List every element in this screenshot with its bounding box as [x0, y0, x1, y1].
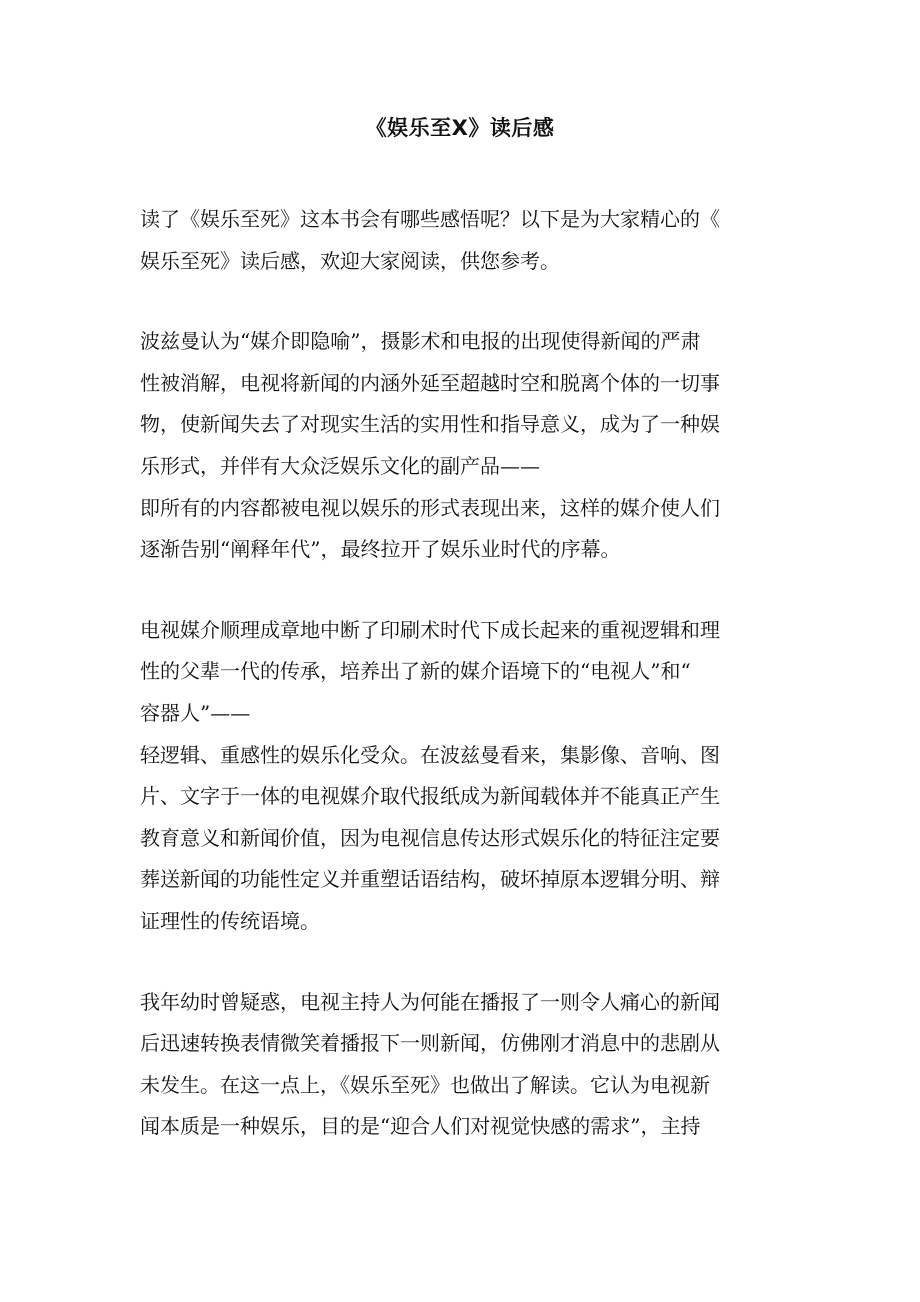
text-line: 闻本质是一种娱乐，目的是“迎合人们对视觉快感的需求”，主持: [140, 1114, 701, 1139]
document-title: 《娱乐至X》读后感: [365, 116, 555, 140]
paragraph-intro: [140, 199, 770, 282]
text-line: 逐渐告别“阐释年代”，最终拉开了娱乐业时代的序幕。: [140, 537, 621, 562]
text-line: 后迅速转换表情微笑着播报下一则新闻，仿佛刚才消息中的悲剧从: [140, 1031, 720, 1056]
text-line: 性被消解，电视将新闻的内涵外延至超越时空和脱离个体的一切事: [140, 370, 720, 395]
text-line: 教育意义和新闻价值，因为电视信息传达形式娱乐化的特征注定要: [140, 825, 720, 850]
text-line: 物，使新闻失去了对现实生活的实用性和指导意义，成为了一种娱: [140, 412, 720, 437]
text-line: 片、文字于一体的电视媒介取代报纸成为新闻载体并不能真正产生: [140, 784, 720, 809]
text-line: 未发生。在这一点上，《娱乐至死》也做出了解读。它认为电视新: [140, 1072, 710, 1097]
text-line: 性的父辈一代的传承，培养出了新的媒介语境下的“电视人”和“: [140, 659, 691, 684]
paragraph-tv-media: [140, 610, 770, 943]
text-line: 轻逻辑、重感性的娱乐化受众。在波兹曼看来，集影像、音响、图: [140, 742, 720, 767]
text-line: 电视媒介顺理成章地中断了印刷术时代下成长起来的重视逻辑和理: [140, 617, 720, 642]
text-line: 乐形式，并伴有大众泛娱乐文化的副产品——: [140, 453, 540, 478]
text-line: 即所有的内容都被电视以娱乐的形式表现出来，这样的媒介使人们: [140, 495, 720, 520]
text-line: 读了《娱乐至死》这本书会有哪些感悟呢？以下是为大家精心的《: [140, 207, 720, 231]
paragraph-media-metaphor: [140, 321, 770, 571]
document-body: [140, 199, 770, 1187]
text-line: 我年幼时曾疑惑，电视主持人为何能在播报了一则令人痛心的新闻: [140, 989, 720, 1014]
text-line: 容器人”——: [140, 700, 251, 725]
text-line: 葬送新闻的功能性定义并重塑话语结构，破坏掉原本逻辑分明、辩: [140, 867, 720, 892]
text-line: 证理性的传统语境。: [140, 908, 320, 933]
paragraph-childhood: [140, 982, 770, 1148]
text-line: 娱乐至死》读后感，欢迎大家阅读，供您参考。: [140, 248, 560, 273]
text-line: 波兹曼认为“媒介即隐喻”，摄影术和电报的出现使得新闻的严肃: [140, 329, 701, 354]
